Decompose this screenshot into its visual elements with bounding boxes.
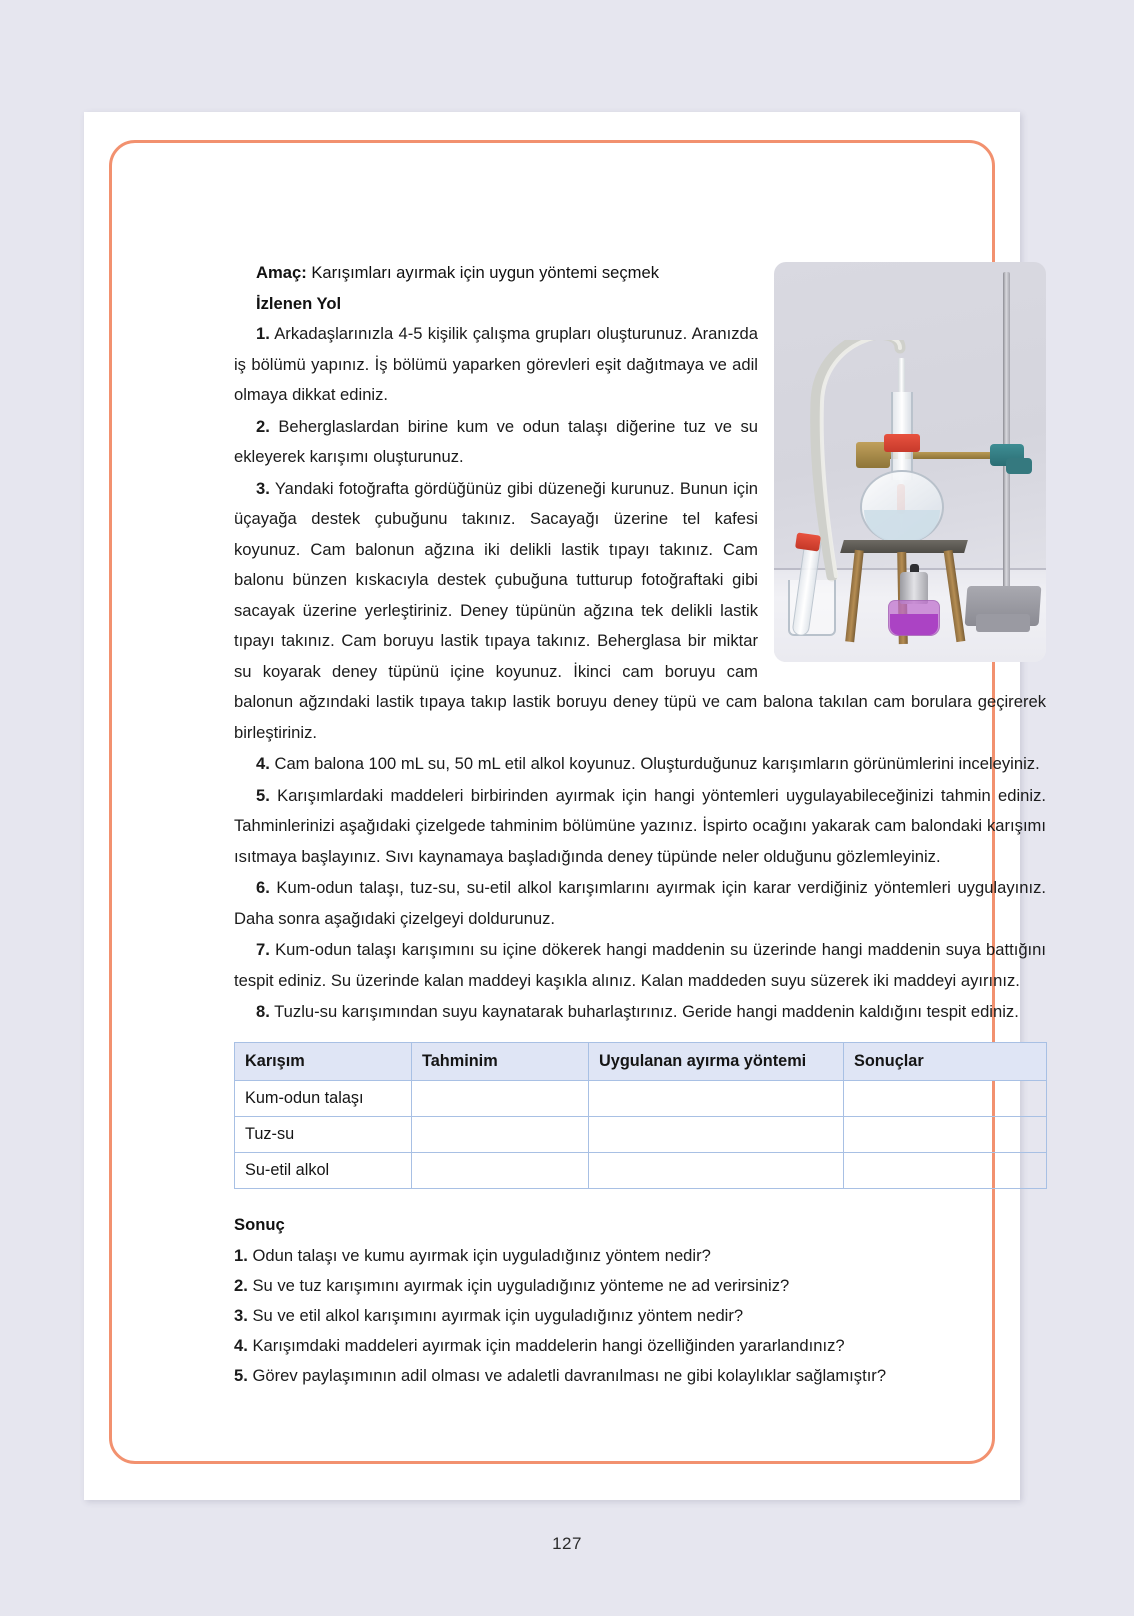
textbook-page-sheet bbox=[84, 112, 1046, 1500]
step-1-number: 1. bbox=[256, 324, 270, 343]
table-row bbox=[235, 1116, 1047, 1152]
step-4-number: 4. bbox=[256, 754, 270, 773]
table-row bbox=[235, 1152, 1047, 1188]
step-1-text: Arkadaşlarınızla 4-5 kişilik çalışma grupları oluşturunuz. Aranızda iş bölümü yapınız. İş bölümü yaparken görevleri eşit dağıtmaya ve adil olmaya dikkat ediniz. bbox=[234, 324, 758, 404]
red-rubber-stopper bbox=[884, 434, 920, 452]
step-6-number: 6. bbox=[256, 878, 270, 897]
step-5 bbox=[234, 781, 1046, 873]
conclusion-4-number: 4. bbox=[234, 1335, 248, 1355]
step-5-number: 5. bbox=[256, 785, 270, 805]
clamp-joint-2 bbox=[1006, 458, 1032, 474]
table-cell-prediction[interactable] bbox=[412, 1152, 589, 1188]
table-header-results: Sonuçlar bbox=[844, 1042, 1047, 1080]
step-4-text: Cam balona 100 mL su, 50 mL etil alkol koyunuz. Oluşturduğunuz karışımların görünümlerini inceleyiniz. bbox=[269, 754, 1040, 773]
step-3-text: Yandaki fotoğrafta gördüğünüz gibi düzeneği kurunuz. Bunun için üçayağa destek çubuğunu takınız. Sacayağı üzerine tel kafesi koyunuz. Cam balonun ağzına iki delikli lastik tıpayı takınız. Cam balonu bünzen kıskacıyla destek çubuğuna tutturup fotoğraftaki gibi sacayak üzerine yerleştiriniz. Deney tüpünün ağzına tek delikli lastik tıpayı takınız. Cam boruyu lastik tıpaya takınız. Beherglasa bir miktar su koyarak deney tüpünü içine koyunuz. İkinci cam boruyu cam balonun ağzındaki lastik tıpaya takıp lastik boruyu deney tüpü ve cam balona takılan cam borulara geçirerek birleştiriniz. bbox=[234, 478, 1046, 742]
table-header-mixture: Karışım bbox=[235, 1042, 412, 1080]
table-cell-mixture: Kum-odun talaşı bbox=[235, 1080, 412, 1116]
step-7 bbox=[234, 935, 1046, 996]
conclusion-3-text: Su ve etil alkol karışımını ayırmak için uyguladığınız yöntem nedir? bbox=[247, 1305, 744, 1325]
page-number: 127 bbox=[552, 1534, 582, 1553]
table-cell-mixture: Tuz-su bbox=[235, 1116, 412, 1152]
conclusion-2-number: 2. bbox=[234, 1275, 248, 1295]
conclusion-question-3 bbox=[234, 1301, 1046, 1331]
step-4 bbox=[234, 749, 1046, 780]
step-3-number: 3. bbox=[256, 478, 270, 498]
step-6-text: Kum-odun talaşı, tuz-su, su-etil alkol karışımlarını ayırmak için karar verdiğiniz yöntemleri uygulayınız. Daha sonra aşağıdaki çizelgeyi doldurunuz. bbox=[234, 878, 1046, 928]
stand-base-plate bbox=[976, 614, 1030, 632]
conclusion-question-2 bbox=[234, 1271, 1046, 1301]
table-cell-method[interactable] bbox=[589, 1116, 844, 1152]
table-cell-method[interactable] bbox=[589, 1152, 844, 1188]
step-2-number: 2. bbox=[256, 416, 270, 436]
table-cell-prediction[interactable] bbox=[412, 1080, 589, 1116]
conclusion-5-number: 5. bbox=[234, 1365, 248, 1385]
step-8-text: Tuzlu-su karışımından suyu kaynatarak buharlaştırınız. Geride hangi maddenin kaldığını tespit ediniz. bbox=[269, 1002, 1019, 1021]
conclusion-1-number: 1. bbox=[234, 1245, 248, 1265]
conclusion-4-text: Karışımdaki maddeleri ayırmak için maddelerin hangi özelliğinden yararlandınız? bbox=[247, 1335, 845, 1355]
table-cell-mixture: Su-etil alkol bbox=[235, 1152, 412, 1188]
purpose-text: Karışımları ayırmak için uygun yöntemi seçmek bbox=[306, 263, 660, 282]
step-8-number: 8. bbox=[256, 1002, 270, 1021]
table-header-method: Uygulanan ayırma yöntemi bbox=[589, 1042, 844, 1080]
conclusion-5-text: Görev paylaşımının adil olması ve adaletli davranılması ne gibi kolaylıklar sağlamıştır? bbox=[247, 1365, 887, 1385]
step-5-text: Karışımlardaki maddeleri birbirinden ayırmak için hangi yöntemleri uygulayabileceğinizi tahmin ediniz. Tahminlerinizi aşağıdaki çizelgede tahminim bölümüne yazınız. İspirto ocağını yakarak cam balondaki karışımı ısıtmaya başlayınız. Sıvı kaynamaya başladığında deney tüpünde neler olduğunu gözlemleyiniz. bbox=[234, 785, 1046, 866]
conclusion-1-text: Odun talaşı ve kumu ayırmak için uyguladığınız yöntem nedir? bbox=[247, 1245, 711, 1265]
table-cell-results[interactable] bbox=[844, 1152, 1047, 1188]
conclusion-question-1 bbox=[234, 1241, 1046, 1271]
table-row bbox=[235, 1080, 1047, 1116]
table-cell-results[interactable] bbox=[844, 1116, 1047, 1152]
conclusion-question-5 bbox=[234, 1361, 1046, 1391]
conclusion-2-text: Su ve tuz karışımını ayırmak için uyguladığınız yönteme ne ad verirsiniz? bbox=[247, 1275, 790, 1295]
step-8 bbox=[234, 997, 1046, 1028]
method-heading-text: İzlenen Yol bbox=[256, 294, 342, 313]
step-7-number: 7. bbox=[256, 940, 270, 959]
table-cell-method[interactable] bbox=[589, 1080, 844, 1116]
table-cell-results[interactable] bbox=[844, 1080, 1047, 1116]
step-2-text: Beherglaslardan birine kum ve odun talaşı diğerine tuz ve su ekleyerek karışımı oluşturunuz. bbox=[234, 416, 758, 466]
conclusion-question-4 bbox=[234, 1331, 1046, 1361]
step-7-text: Kum-odun talaşı karışımını su içine dökerek hangi maddenin su üzerinde hangi maddenin suya battığını tespit ediniz. Su üzerinde kalan maddeyi kaşıkla alınız. Kalan maddeden suyu süzerek iki maddeyi ayırınız. bbox=[234, 940, 1046, 990]
test-tube-stopper bbox=[795, 532, 821, 551]
table-cell-prediction[interactable] bbox=[412, 1116, 589, 1152]
conclusion-heading: Sonuç bbox=[234, 1214, 285, 1234]
activity-content bbox=[234, 257, 1046, 1391]
burner-alcohol bbox=[890, 614, 938, 635]
mixture-separation-table bbox=[234, 1042, 1047, 1189]
table-header-prediction: Tahminim bbox=[412, 1042, 589, 1080]
conclusion-3-number: 3. bbox=[234, 1305, 248, 1325]
step-6 bbox=[234, 873, 1046, 934]
distillation-setup-photo bbox=[774, 262, 1046, 662]
table-header-row bbox=[235, 1042, 1047, 1080]
experiment-photo-wrapper bbox=[774, 262, 1046, 662]
purpose-label: Amaç: bbox=[256, 263, 307, 282]
